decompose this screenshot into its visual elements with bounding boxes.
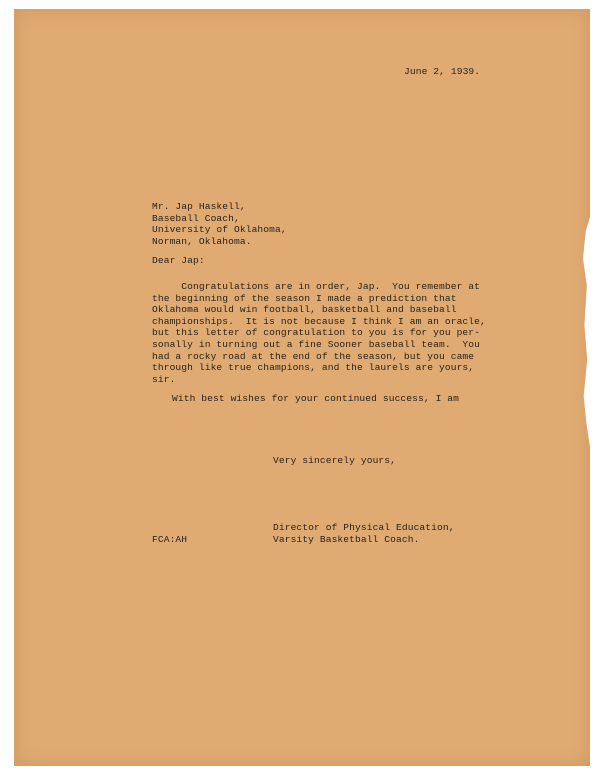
body-line: Congratulations are in order, Jap. You remember at	[152, 281, 481, 292]
signature-block	[273, 522, 455, 545]
torn-edge	[583, 217, 590, 447]
closing-paragraph: With best wishes for your continued success, I am	[172, 393, 460, 404]
letter-body	[152, 281, 486, 385]
address-line: Mr. Jap Haskell,	[152, 201, 246, 212]
body-line: the beginning of the season I made a prediction that	[152, 292, 457, 304]
letter-date: June 2, 1939.	[404, 66, 481, 77]
body-line: had a rocky road at the end of the season, but you came	[152, 350, 475, 362]
body-line: sonally in turning out a fine Sooner baseball team. You	[152, 338, 481, 350]
signature-title: Varsity Basketball Coach.	[273, 533, 420, 545]
address-line: Baseball Coach,	[152, 212, 240, 224]
letter-paper	[14, 9, 590, 766]
address-line: Norman, Oklahoma.	[152, 235, 252, 247]
body-line: but this letter of congratulation to you is for you per-	[152, 327, 481, 339]
address-line: University of Oklahoma,	[152, 224, 287, 236]
salutation: Dear Jap:	[152, 255, 205, 266]
body-line: Oklahoma would win football, basketball and baseball	[152, 304, 457, 316]
reference-initials: FCA:AH	[152, 534, 188, 545]
signature-title: Director of Physical Education,	[273, 522, 455, 533]
body-line: sir.	[152, 373, 176, 385]
body-line: through like true champions, and the laurels are yours,	[152, 362, 475, 374]
inside-address	[152, 201, 287, 247]
complimentary-close: Very sincerely yours,	[273, 455, 397, 466]
body-line: championships. It is not because I think I am an oracle,	[152, 315, 486, 327]
